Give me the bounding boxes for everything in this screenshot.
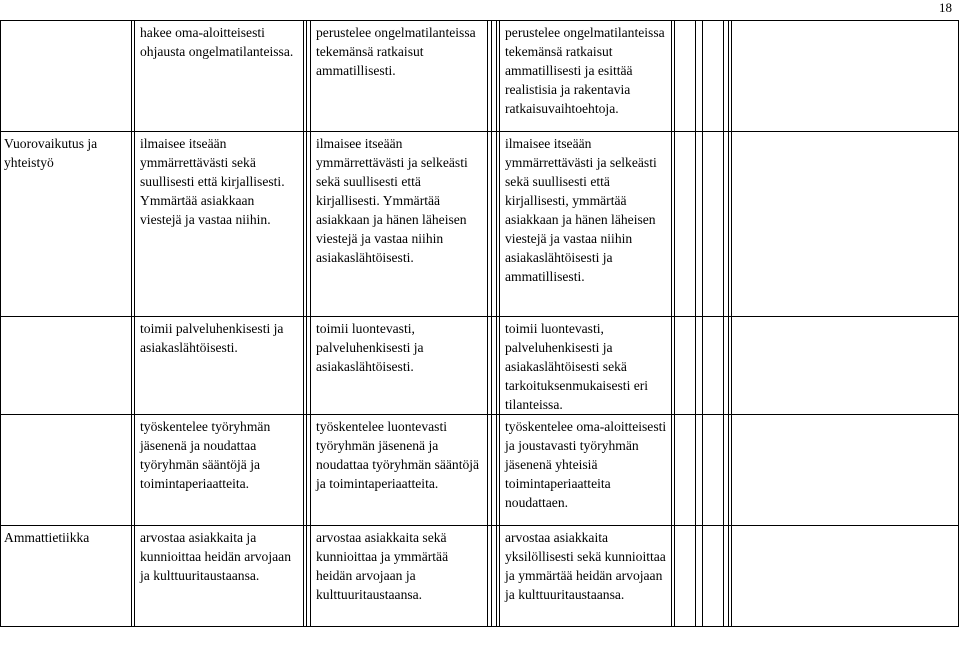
- level-1-cell: työskentelee työryhmän jäsenenä ja noudattaa työryhmän sääntöjä ja toimintaperiaatteita.: [135, 415, 304, 526]
- level-2-cell: arvostaa asiakkaita sekä kunnioittaa ja ymmärtää heidän arvojaan ja kulttuuritaustaansa.: [311, 526, 488, 627]
- criterion-label: Vuorovaikutus ja yhteistyö: [1, 132, 132, 317]
- level-3-cell: toimii luontevasti, palveluhenkisesti ja asiakaslähtöisesti sekä tarkoituksenmukaisesti eri tilanteissa.: [500, 317, 672, 415]
- level-1-cell: arvostaa asiakkaita ja kunnioittaa heidän arvojaan ja kulttuuritaustaansa.: [135, 526, 304, 627]
- level-1-cell: hakee oma-aloitteisesti ohjausta ongelmatilanteissa.: [135, 21, 304, 132]
- level-3-cell: ilmaisee itseään ymmärrettävästi ja selkeästi sekä suullisesti että kirjallisesti, ymmärtää asiakkaan ja hänen läheisen viestejä ja vastaa niihin asiakaslähtöisesti ja ammatillisesti.: [500, 132, 672, 317]
- level-2-cell: toimii luontevasti, palveluhenkisesti ja asiakaslähtöisesti.: [311, 317, 488, 415]
- level-2-cell: työskentelee luontevasti työryhmän jäsenenä ja noudattaa työryhmän sääntöjä ja toimintaperiaatteita.: [311, 415, 488, 526]
- page-number: 18: [939, 0, 952, 15]
- table-row: [1, 21, 959, 132]
- level-2-cell: ilmaisee itseään ymmärrettävästi ja selkeästi sekä suullisesti että kirjallisesti. Ymmärtää asiakkaan ja hänen läheisen viestejä ja vastaa niihin asiakaslähtöisesti.: [311, 132, 488, 317]
- level-3-cell: arvostaa asiakkaita yksilöllisesti sekä kunnioittaa ja ymmärtää heidän arvojaan ja kulttuuritaustaansa.: [500, 526, 672, 627]
- criterion-label: [1, 21, 132, 132]
- table-row: [1, 132, 959, 317]
- table-row: [1, 317, 959, 415]
- level-3-cell: työskentelee oma-aloitteisesti ja joustavasti työryhmän jäsenenä yhteisiä toimintaperiaatteita noudattaen.: [500, 415, 672, 526]
- criterion-label: [1, 317, 132, 415]
- criterion-label: [1, 415, 132, 526]
- table-row: [1, 415, 959, 526]
- level-1-cell: toimii palveluhenkisesti ja asiakaslähtöisesti.: [135, 317, 304, 415]
- level-1-cell: ilmaisee itseään ymmärrettävästi sekä suullisesti että kirjallisesti. Ymmärtää asiakkaan viestejä ja vastaa niihin.: [135, 132, 304, 317]
- table-row: [1, 526, 959, 627]
- level-3-cell: perustelee ongelmatilanteissa tekemänsä ratkaisut ammatillisesti ja esittää realistisia ja rakentavia ratkaisuvaihtoehtoja.: [500, 21, 672, 132]
- level-2-cell: perustelee ongelmatilanteissa tekemänsä ratkaisut ammatillisesti.: [311, 21, 488, 132]
- criterion-label: Ammattietiikka: [1, 526, 132, 627]
- assessment-table: [0, 20, 959, 627]
